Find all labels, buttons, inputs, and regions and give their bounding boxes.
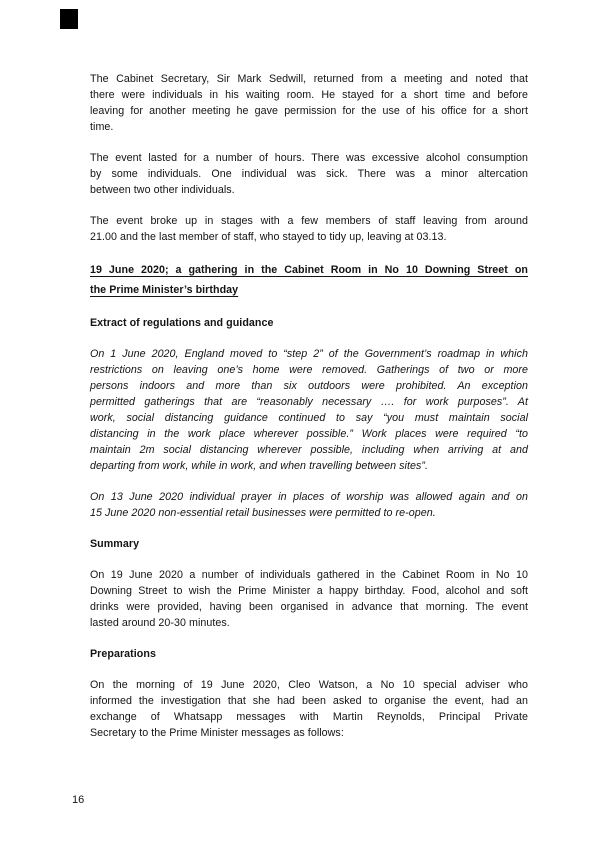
paragraph-line: maintain 2m social distancing wherever possible, including when arriving at and <box>90 444 528 456</box>
paragraph-line: there were individuals in his waiting room. He stayed for a short time and before <box>90 89 528 101</box>
paragraph-line: restrictions on leaving one’s home were removed. Gatherings of two or more <box>90 364 528 376</box>
paragraph-line: persons indoors and more than six outdoors were prohibited. An exception <box>90 380 528 392</box>
subheading <box>90 536 528 552</box>
paragraph-line: 15 June 2020 non-essential retail businesses were permitted to re-open. <box>90 507 436 519</box>
paragraph <box>90 567 528 631</box>
paragraph-line: distancing in the work place wherever possible.” Work places were required “to <box>90 428 528 440</box>
paragraph-line: the Prime Minister’s birthday <box>90 284 239 296</box>
page-number: 16 <box>72 794 85 806</box>
section-heading <box>90 260 528 300</box>
paragraph-line: permitted gatherings that are “reasonably necessary …. for work purposes”. At <box>90 396 528 408</box>
paragraph-line: leaving for another meeting he gave permission for the use of his office for a short <box>90 105 528 117</box>
paragraph-line: time. <box>90 121 114 133</box>
paragraph-line: On 13 June 2020 individual prayer in places of worship was allowed again and on <box>90 491 528 503</box>
paragraph-line: The Cabinet Secretary, Sir Mark Sedwill, returned from a meeting and noted that <box>90 73 528 85</box>
paragraph-line: drinks were provided, having been organised in advance that morning. The event <box>90 601 528 613</box>
paragraph-line: Extract of regulations and guidance <box>90 317 274 329</box>
paragraph-line: departing from work, while in work, and when travelling between sites”. <box>90 460 428 472</box>
paragraph <box>90 150 528 198</box>
paragraph-line: On 1 June 2020, England moved to “step 2” of the Government’s roadmap in which <box>90 348 528 360</box>
paragraph-italic <box>90 346 528 474</box>
paragraph-line: Summary <box>90 538 140 550</box>
paragraph-italic <box>90 489 528 521</box>
paragraph-line: The event lasted for a number of hours. There was excessive alcohol consumption <box>90 152 528 164</box>
paragraph-line: informed the investigation that she had been asked to organise the event, had an <box>90 695 528 707</box>
paragraph-line: The event broke up in stages with a few members of staff leaving from around <box>90 215 528 227</box>
document-body <box>90 71 528 756</box>
paragraph-line: On 19 June 2020 a number of individuals gathered in the Cabinet Room in No 10 <box>90 569 528 581</box>
paragraph-line: 19 June 2020; a gathering in the Cabinet Room in No 10 Downing Street on <box>90 264 528 276</box>
paragraph-line: On the morning of 19 June 2020, Cleo Watson, a No 10 special adviser who <box>90 679 528 691</box>
subheading <box>90 646 528 662</box>
paragraph-line: exchange of Whatsapp messages with Martin Reynolds, Principal Private <box>90 711 528 723</box>
paragraph-line: Secretary to the Prime Minister messages as follows: <box>90 727 344 739</box>
paragraph <box>90 71 528 135</box>
subheading <box>90 315 528 331</box>
paragraph-line: Downing Street to wish the Prime Minister a happy birthday. Food, alcohol and soft <box>90 585 528 597</box>
paragraph <box>90 213 528 245</box>
paragraph <box>90 677 528 741</box>
paragraph-line: by some individuals. One individual was sick. There was a minor altercation <box>90 168 528 180</box>
paragraph-line: lasted around 20-30 minutes. <box>90 617 230 629</box>
scan-artifact-mark <box>60 9 78 29</box>
paragraph-line: Preparations <box>90 648 156 660</box>
paragraph-line: work, social distancing guidance continued to say “you must maintain social <box>90 412 528 424</box>
paragraph-line: 21.00 and the last member of staff, who stayed to tidy up, leaving at 03.13. <box>90 231 447 243</box>
paragraph-line: between two other individuals. <box>90 184 235 196</box>
